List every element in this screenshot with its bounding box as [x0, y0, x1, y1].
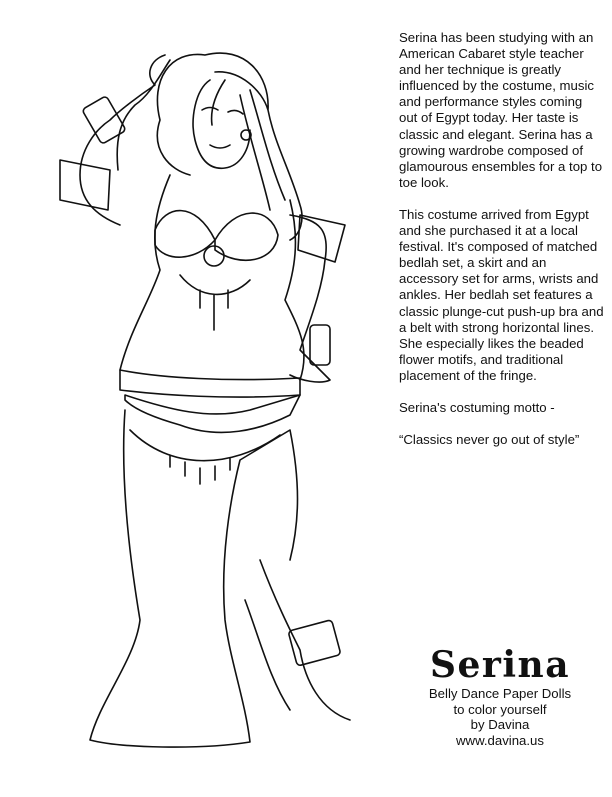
doll-name: Serina [429, 644, 571, 686]
mouth [210, 145, 230, 148]
belt-band [125, 395, 300, 432]
raised-arm [80, 55, 170, 225]
eyes [202, 108, 243, 115]
torso [120, 175, 304, 380]
bra-right [215, 213, 278, 260]
motto-quote: “Classics never go out of style” [399, 432, 580, 448]
description-text [399, 30, 604, 464]
website-url: www.davina.us [456, 732, 544, 748]
face-outline [193, 80, 250, 168]
paragraph-2: This costume arrived from Egypt and she purchased it at a local festival. It's composed of matched bedlah set, a skirt and an accessory set for arms, wrists and ankles. Her bedlah set features a classic plunge-cut push-up bra and a belt with strong horizontal lines. She especially likes the beaded flower motifs, and traditional placement of the fringe. [399, 206, 604, 383]
motto-label: Serina's costuming motto - [399, 399, 555, 415]
bra-flower [204, 246, 224, 266]
paragraph-1: Serina has been studying with an American Cabaret style teacher and her technique is greatly influenced by the costume, music and performance styles coming out of Egypt today. Her taste is classic and elegant. Serina has a growing wardrobe composed of glamourous ensembles for a top to toe look. [399, 30, 603, 190]
series-line: Belly Dance Paper Dolls [428, 686, 572, 701]
belt [120, 370, 300, 397]
upper-arm-band [60, 160, 110, 210]
right-wrist-cuff [310, 325, 330, 365]
hair-outline [157, 53, 302, 240]
skirt-fringe [130, 430, 280, 484]
title-block [400, 645, 600, 748]
beaded-fringe [180, 275, 250, 330]
wrist-cuff [82, 96, 126, 145]
leg [245, 560, 350, 720]
subtitle-line: to color yourself [453, 701, 547, 717]
right-arm-band [298, 215, 345, 262]
author-line: by Davina [470, 717, 530, 733]
